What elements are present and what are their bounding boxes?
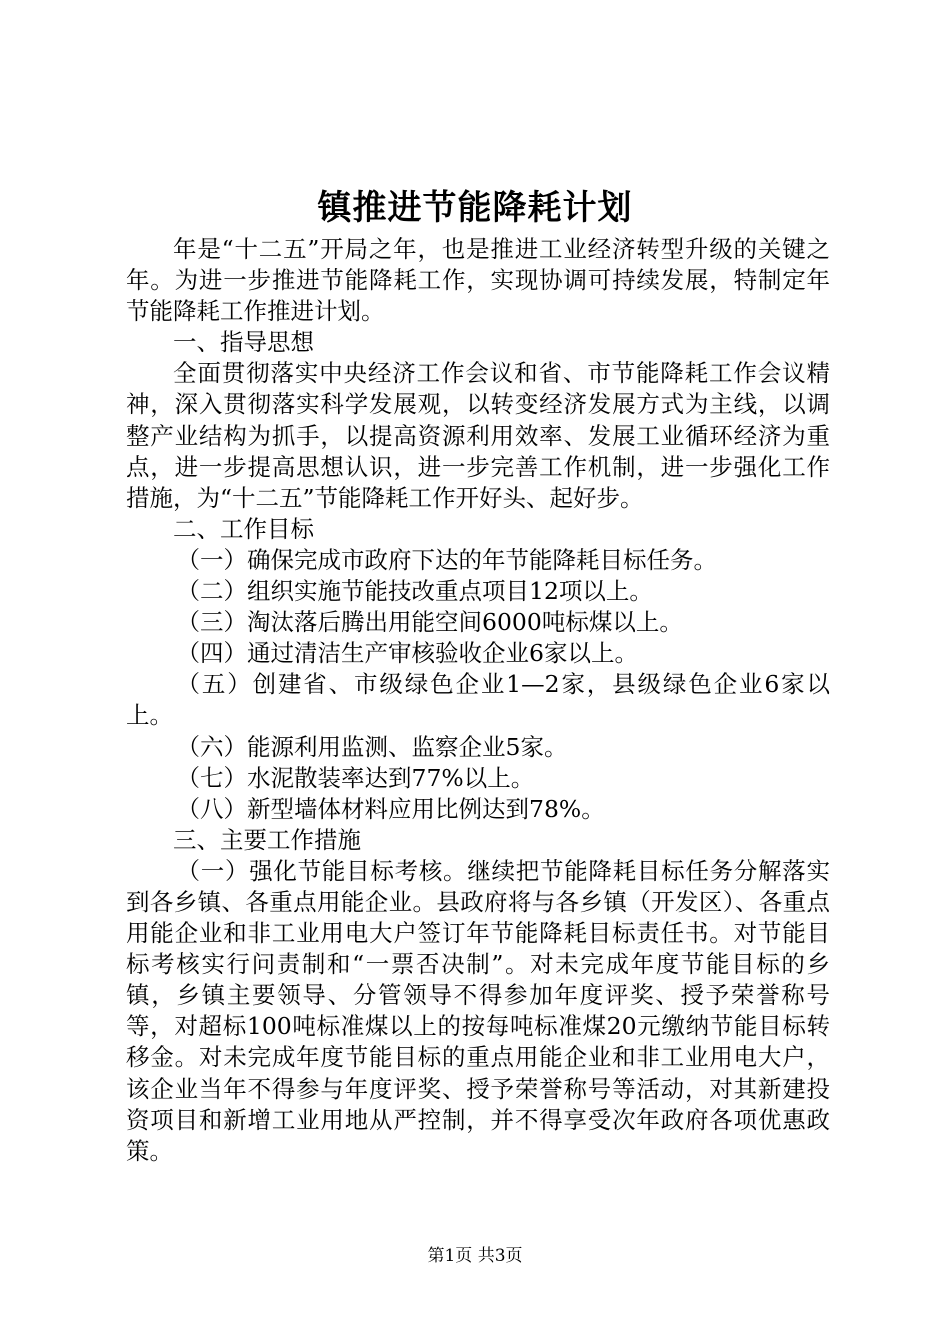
goal-item: （七）水泥散装率达到77%以上。 (176, 763, 535, 792)
document-title: 镇推进节能降耗计划 (317, 188, 633, 228)
goal-item: （一）确保完成市政府下达的年节能降耗目标任务。 (176, 545, 718, 574)
goal-item: （八）新型墙体材料应用比例达到78%。 (176, 794, 605, 823)
guiding-ideology-paragraph: 全面贯彻落实中央经济工作会议和省、市节能降耗工作会议精神，深入贯彻落实科学发展观，以转变经济发展方式为主线，以调整产业结构为抓手，以提高资源利用效率、发展工业循环经济为重点，进一步提高思想认识，进一步完善工作机制，进一步强化工作措施，为“十二五”节能降耗工作开好头、起好步。 (126, 359, 830, 512)
goal-item: （四）通过清洁生产审核验收企业6家以上。 (176, 639, 638, 668)
goal-item: （六）能源利用监测、监察企业5家。 (176, 732, 568, 761)
goal-item: （二）组织实施节能技改重点项目12项以上。 (176, 577, 653, 606)
goal-item: （三）淘汰落后腾出用能空间6000吨标煤以上。 (176, 608, 683, 637)
section-heading-main-measures: 三、主要工作措施 (173, 825, 361, 854)
intro-paragraph: 年是“十二五”开局之年，也是推进工业经济转型升级的关键之年。为进一步推进节能降耗工作，实现协调可持续发展，特制定年节能降耗工作推进计划。 (126, 235, 830, 326)
document-body (126, 234, 830, 1167)
section-heading-guiding-ideology: 一、指导思想 (173, 328, 314, 357)
goal-item: （五）创建省、市级绿色企业1—2家，县级绿色企业6家以上。 (126, 670, 830, 730)
page-footer: 第1页 共3页 (427, 1246, 523, 1266)
section-heading-work-goals: 二、工作目标 (173, 514, 314, 543)
measure-paragraph: （一）强化节能目标考核。继续把节能降耗目标任务分解落实到各乡镇、各重点用能企业。县政府将与各乡镇（开发区）、各重点用能企业和非工业用电大户签订年节能降耗目标责任书。对节能目标考核实行问责制和“一票否决制”。对未完成年度节能目标的乡镇，乡镇主要领导、分管领导不得参加年度评奖、授予荣誉称号等，对超标100吨标准煤以上的按每吨标准煤20元缴纳节能目标转移金。对未完成年度节能目标的重点用能企业和非工业用电大户，该企业当年不得参与年度评奖、授予荣誉称号等活动，对其新建投资项目和新增工业用地从严控制，并不得享受次年政府各项优惠政策。 (126, 856, 830, 1165)
